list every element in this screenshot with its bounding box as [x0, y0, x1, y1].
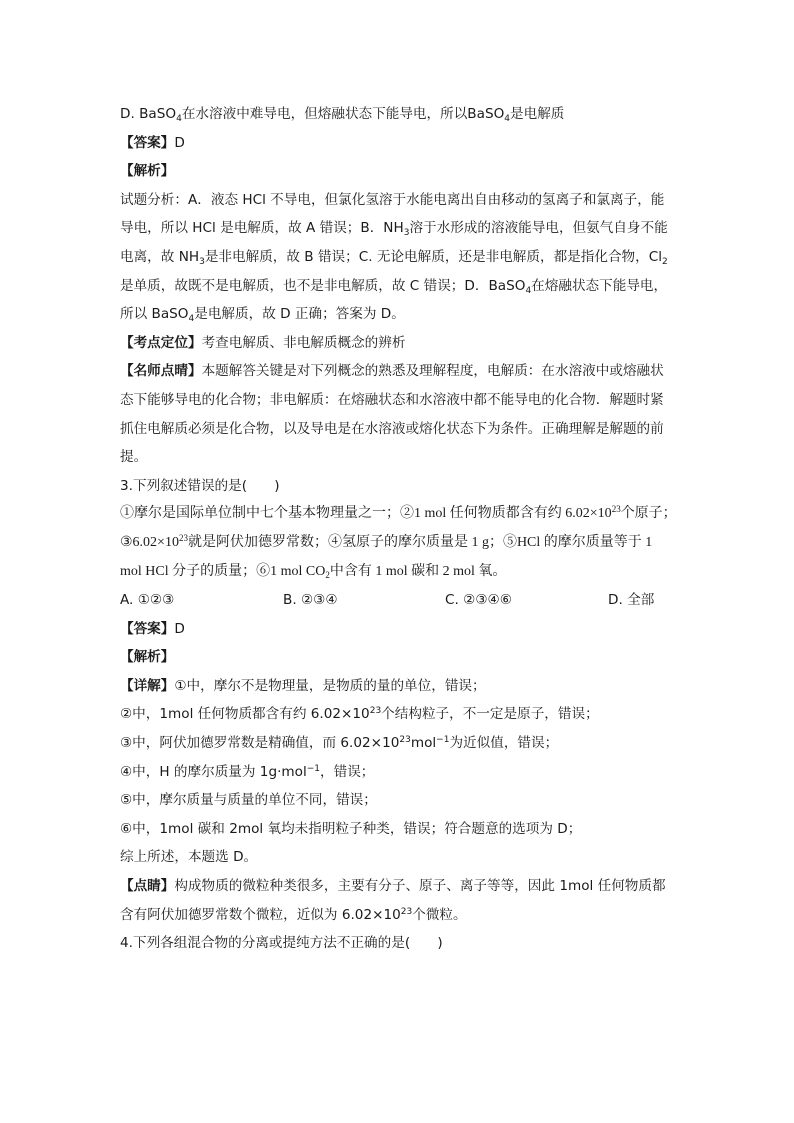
- q3-option-d: D. 全部: [608, 592, 655, 609]
- q2-mingshi-line-2: 态下能够导电的化合物；非电解质：在熔融状态和水溶液中都不能导电的化合物．解题时紧: [120, 391, 664, 408]
- q2-option-d: D. BaSO$_4$在水溶液中难导电，但熔融状态下能导电，所以BaSO$_4$是电解质: [120, 106, 565, 124]
- q3-dianjing-line-1: 【点睛】构成物质的微粒种类很多，主要有分子、原子、离子等等，因此 1mol 任何物质都: [120, 878, 666, 895]
- q2-answer: 【答案】D: [120, 134, 185, 151]
- q3-answer: 【答案】D: [120, 620, 185, 637]
- q3-detail-line-7: 综上所述，本题选 D。: [120, 849, 258, 866]
- q2-analysis-heading: 【解析】: [120, 163, 175, 180]
- q2-analysis-line-4: 是单质，故既不是电解质，也不是非电解质，故 C 错误；D．BaSO$_4$在熔融状态下能导电，: [120, 277, 668, 296]
- q3-statement-line-1: ①摩尔是国际单位制中七个基本物理量之一；②1 mol 任何物质都含有约 $6.02\times 10^{23}$个原子；: [120, 504, 677, 522]
- q2-analysis-line-5: 所以 BaSO$_4$是电解质，故 D 正确；答案为 D。: [120, 306, 405, 325]
- q3-analysis-heading: 【解析】: [120, 649, 175, 666]
- q3-dianjing-line-2: 含有阿伏加德罗常数个微粒，近似为 $6.02\times 10^{23}$个微粒。: [120, 906, 467, 923]
- q3-option-b: B. ②③④: [283, 592, 338, 609]
- q2-kaodian: 【考点定位】考查电解质、非电解质概念的辨析: [120, 334, 406, 351]
- q4-stem: 4.下列各组混合物的分离或提纯方法不正确的是( ): [120, 935, 443, 952]
- q3-option-a: A. ①②③: [120, 592, 175, 609]
- document-body: [120, 100, 680, 958]
- q3-statement-line-2: $③6.02\times 10^{23}$就是阿伏加德罗常数；④氢原子的摩尔质量是 1 g；⑤HCl 的摩尔质量等于 1: [120, 532, 653, 550]
- q2-mingshi-line-4: 提。: [120, 449, 148, 466]
- q3-detail-line-1: 【详解】①中，摩尔不是物理量，是物质的量的单位，错误；: [120, 677, 486, 694]
- q3-detail-line-5: ⑤中，摩尔质量与质量的单位不同，错误；: [120, 792, 377, 809]
- q2-mingshi-line-1: 【名师点晴】本题解答关键是对下列概念的熟悉及理解程度，电解质：在水溶液中或熔融状: [120, 363, 664, 380]
- q3-options: [120, 586, 680, 615]
- q3-detail-line-3: ③中，阿伏加德罗常数是精确值，而 $6.02\times 10^{23}mol^{-1}$为近似值，错误；: [120, 735, 559, 752]
- q3-detail-line-6: ⑥中，1mol 碳和 2mol 氧均未指明粒子种类，错误；符合题意的选项为 D；: [120, 820, 582, 837]
- q3-option-c: C. ②③④⑥: [445, 592, 512, 609]
- q2-analysis-line-3: 电离，故 $NH_3$是非电解质，故 B 错误；C. 无论电解质，还是非电解质，都是指化合物，$Cl_2$: [120, 248, 668, 267]
- q3-detail-line-4: ④中，H 的摩尔质量为 1g·mol$^{-1}$，错误；: [120, 763, 375, 780]
- q2-analysis-line-1: 试题分析：A．液态 HCl 不导电，但氯化氢溶于水能电离出自由移动的氢离子和氯离子，能: [120, 191, 665, 208]
- q2-analysis-line-2: 导电，所以 HCl 是电解质，故 A 错误；B．$NH_3$溶于水形成的溶液能导电，但氨气自身不能: [120, 220, 668, 239]
- q3-stem: 3.下列叙述错误的是( ): [120, 477, 280, 494]
- q3-statement-line-3: mol HCl 分子的质量；⑥1 mol $CO_2$中含有 1 mol 碳和 2 mol 氧。: [120, 563, 507, 580]
- q2-mingshi-line-3: 抓住电解质必须是化合物，以及导电是在水溶液或熔化状态下为条件。正确理解是解题的前: [120, 420, 664, 437]
- q3-detail-line-2: ②中，1mol 任何物质都含有约 $6.02\times 10^{23}$个结构粒子，不一定是原子，错误；: [120, 706, 599, 723]
